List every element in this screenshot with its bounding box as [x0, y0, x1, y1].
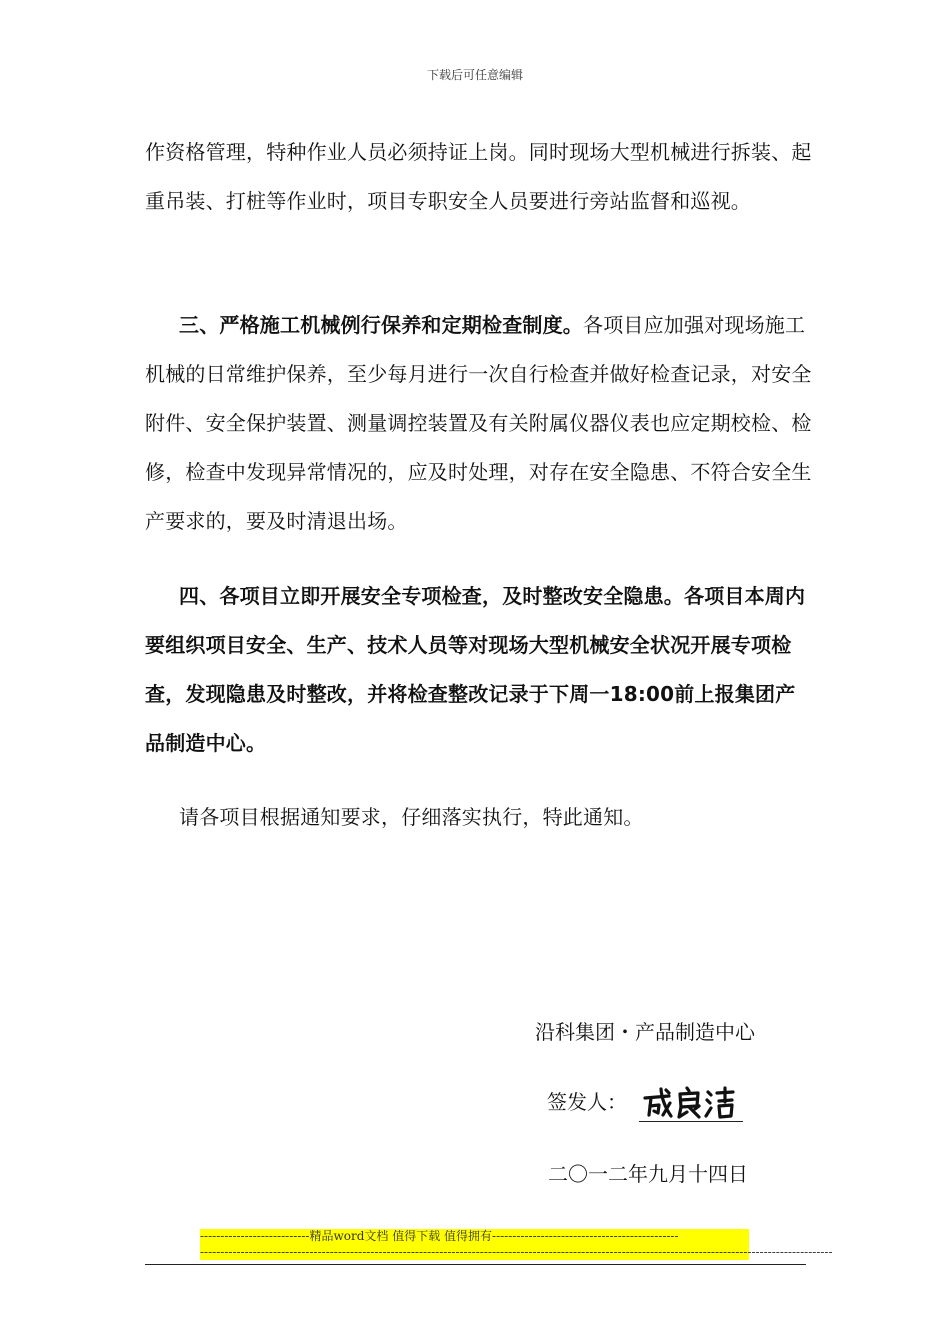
paragraph-closing: 请各项目根据通知要求，仔细落实执行，特此通知。	[179, 805, 644, 829]
footer-rule	[145, 1264, 806, 1265]
paragraph-continuation: 作资格管理，特种作业人员必须持证上岗。同时现场大型机械进行拆装、起重吊装、打桩等作业时，项目专职安全人员要进行旁站监督和巡视。	[145, 140, 812, 213]
footer-line-1: ---------------------------精品word文档 值得下载 值得拥有----------------------------------------------	[200, 1229, 679, 1243]
handwritten-signature	[639, 1085, 743, 1122]
paragraph-section-four: 四、各项目立即开展安全专项检查，及时整改安全隐患。各项目本周内要组织项目安全、生产、技术人员等对现场大型机械安全状况开展专项检查，发现隐患及时整改，并将检查整改记录于下周一18:00前上报集团产品制造中心。	[145, 584, 806, 755]
signature-date: 二〇一二年九月十四日	[548, 1162, 748, 1186]
paragraph-section-three	[145, 301, 815, 546]
footer-line-2: ------------------------------------------------------------------------------------------------------------------------------------------------------------	[200, 1244, 833, 1259]
signer-row	[547, 1082, 743, 1122]
section-three-heading: 三、严格施工机械例行保养和定期检查制度。	[179, 313, 583, 337]
signature-graphic	[639, 1085, 743, 1121]
page-header-note: 下载后可任意编辑	[426, 68, 523, 82]
section-three-body: 各项目应加强对现场施工机械的日常维护保养，至少每月进行一次自行检查并做好检查记录，对安全附件、安全保护装置、测量调控装置及有关附属仪器仪表也应定期校检、检修，检查中发现异常情况的，应及时处理，对存在安全隐患、不符合安全生产要求的，要及时清退出场。	[145, 313, 812, 533]
signature-organization: 沿科集团・产品制造中心	[535, 1020, 755, 1044]
footer-highlight-banner	[200, 1229, 833, 1260]
signer-label: 签发人：	[547, 1090, 627, 1114]
